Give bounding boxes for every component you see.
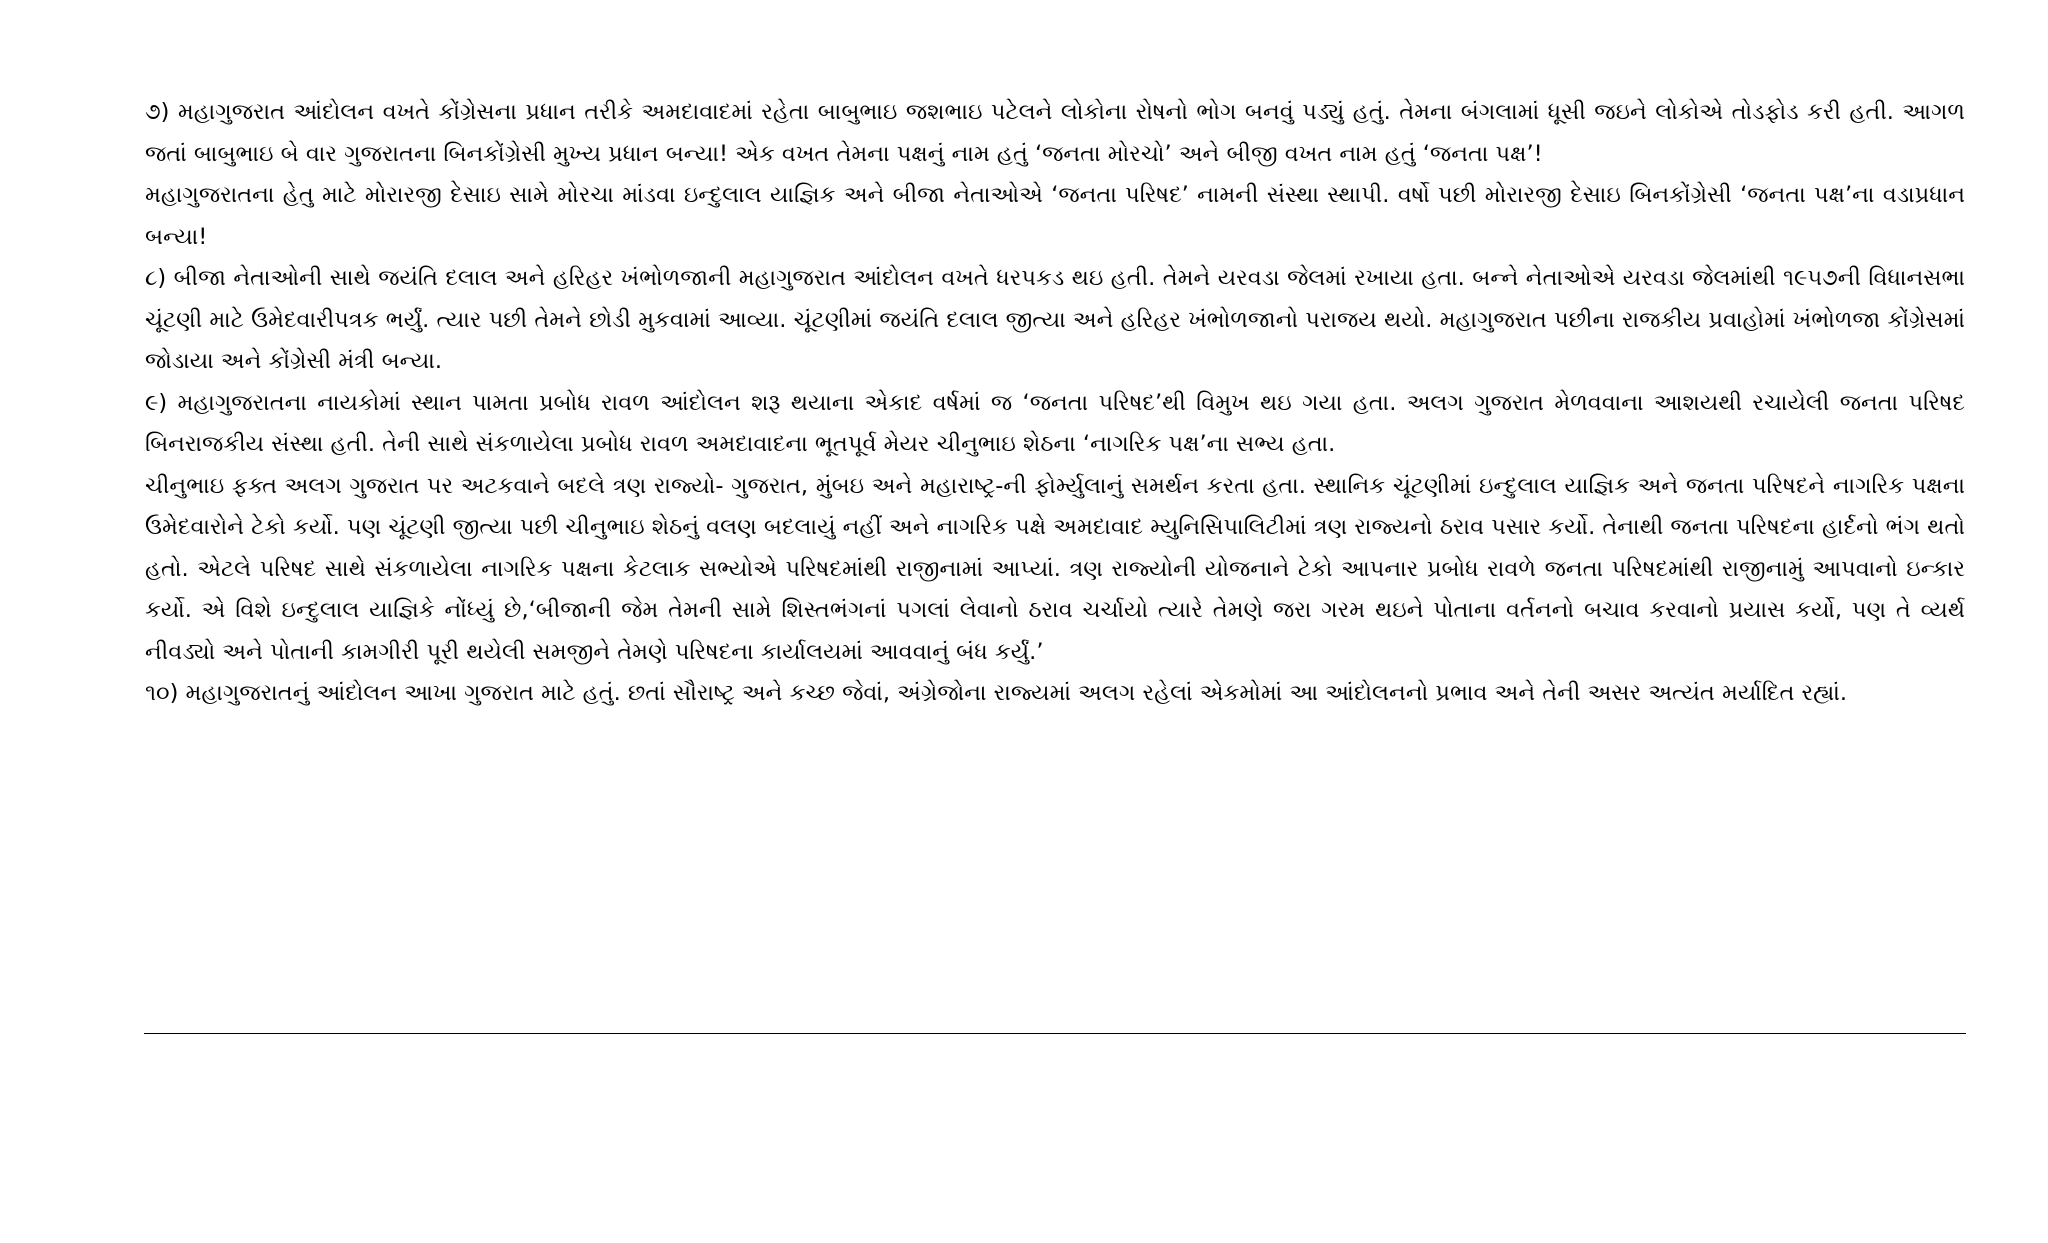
paragraph-note-9: ૯) મહાગુજરાતના નાયકોમાં સ્થાન પામતા પ્રબોધ રાવળ આંદોલન શરૂ થયાના એકાદ વર્ષમાં જ ‘જનતા પરિષદ’થી વિમુખ થઇ ગયા હતા. અલગ ગુજરાત મેળવવાના આશયથી રચાયેલી જનતા પરિષદ બિનરાજકીય સંસ્થા હતી. તેની સાથે સંકળાયેલા પ્રબોધ રાવળ અમદાવાદના ભૂતપૂર્વ મેયર ચીનુભાઇ શેઠના ‘નાગરિક પક્ષ’ના સભ્ય હતા. bbox=[145, 389, 1965, 457]
paragraph-note-10: ૧૦) મહાગુજરાતનું આંદોલન આખા ગુજરાત માટે હતું. છતાં સૌરાષ્ટ્ર અને કચ્છ જેવાં, અંગ્રેજોના રાજ્યમાં અલગ રહેલાં એકમોમાં આ આંદોલનનો પ્રભાવ અને તેની અસર અત્યંત મર્યાદિત રહ્યાં. bbox=[145, 680, 1847, 706]
paragraph-note-8: ૮) બીજા નેતાઓની સાથે જયંતિ દલાલ અને હરિહર ખંભોળજાની મહાગુજરાત આંદોલન વખતે ધરપકડ થઇ હતી. તેમને યરવડા જેલમાં રખાયા હતા. બન્ને નેતાઓએ યરવડા જેલમાંથી ૧૯૫૭ની વિધાનસભા ચૂંટણી માટે ઉમેદવારીપત્રક ભર્યું. ત્યાર પછી તેમને છોડી મુકવામાં આવ્યા. ચૂંટણીમાં જયંતિ દલાલ જીત્યા અને હરિહર ખંભોળજાનો પરાજય થયો. મહાગુજરાત પછીના રાજકીય પ્રવાહોમાં ખંભોળજા કોંગ્રેસમાં જોડાયા અને કોંગ્રેસી મંત્રી બન્યા. bbox=[145, 265, 1965, 374]
footer-divider bbox=[144, 1033, 1966, 1034]
paragraph-note-7: ૭) મહાગુજરાત આંદોલન વખતે કોંગ્રેસના પ્રધાન તરીકે અમદાવાદમાં રહેતા બાબુભાઇ જશભાઇ પટેલને લોકોના રોષનો ભોગ બનવું પડ્યું હતું. તેમના બંગલામાં ધૂસી જઇને લોકોએ તોડફોડ કરી હતી. આગળ જતાં બાબુભાઇ બે વાર ગુજરાતના બિનકોંગ્રેસી મુખ્ય પ્રધાન બન્યા! એક વખત તેમના પક્ષનું નામ હતું ‘જનતા મોરચો’ અને બીજી વખત નામ હતું ‘જનતા પક્ષ’! bbox=[145, 99, 1965, 167]
paragraph-chinubhai: ચીનુભાઇ ફક્ત અલગ ગુજરાત પર અટકવાને બદલે ત્રણ રાજ્યો- ગુજરાત, મુંબઇ અને મહારાષ્ટ્ર-ની ફોર્મ્યુલાનું સમર્થન કરતા હતા. સ્થાનિક ચૂંટણીમાં ઇન્દુલાલ યાજ્ઞિક અને જનતા પરિષદને નાગરિક પક્ષના ઉમેદવારોને ટેકો કર્યો. પણ ચૂંટણી જીત્યા પછી ચીનુભાઇ શેઠનું વલણ બદલાયું નહીં અને નાગરિક પક્ષે અમદાવાદ મ્યુનિસિપાલિટીમાં ત્રણ રાજ્યનો ઠરાવ પસાર કર્યો. તેનાથી જનતા પરિષદના હાર્દનો ભંગ થતો હતો. એટલે પરિષદ સાથે સંકળાયેલા નાગરિક પક્ષના કેટલાક સભ્યોએ પરિષદમાંથી રાજીનામાં આપ્યાં. ત્રણ રાજ્યોની યોજનાને ટેકો આપનાર પ્રબોધ રાવળે જનતા પરિષદમાંથી રાજીનામું આપવાનો ઇન્કાર કર્યો. એ વિશે ઇન્દુલાલ યાજ્ઞિકે નોંધ્યું છે,‘બીજાની જેમ તેમની સામે શિસ્તભંગનાં પગલાં લેવાનો ઠરાવ ચર્ચાયો ત્યારે તેમણે જરા ગરમ થઇને પોતાના વર્તનનો બચાવ કરવાનો પ્રયાસ કર્યો, પણ તે વ્યર્થ નીવડ્યો અને પોતાની કામગીરી પૂરી થયેલી સમજીને તેમણે પરિષદના કાર્યાલયમાં આવવાનું બંધ કર્યું.’ bbox=[145, 472, 1965, 665]
paragraph-janata-parishad: મહાગુજરાતના હેતુ માટે મોરારજી દેસાઇ સામે મોરચા માંડવા ઇન્દુલાલ યાજ્ઞિક અને બીજા નેતાઓએ ‘જનતા પરિષદ’ નામની સંસ્થા સ્થાપી. વર્ષો પછી મોરારજી દેસાઇ બિનકોંગ્રેસી ‘જનતા પક્ષ’ના વડાપ્રધાન બન્યા! bbox=[145, 182, 1965, 250]
body-text bbox=[145, 92, 1965, 715]
